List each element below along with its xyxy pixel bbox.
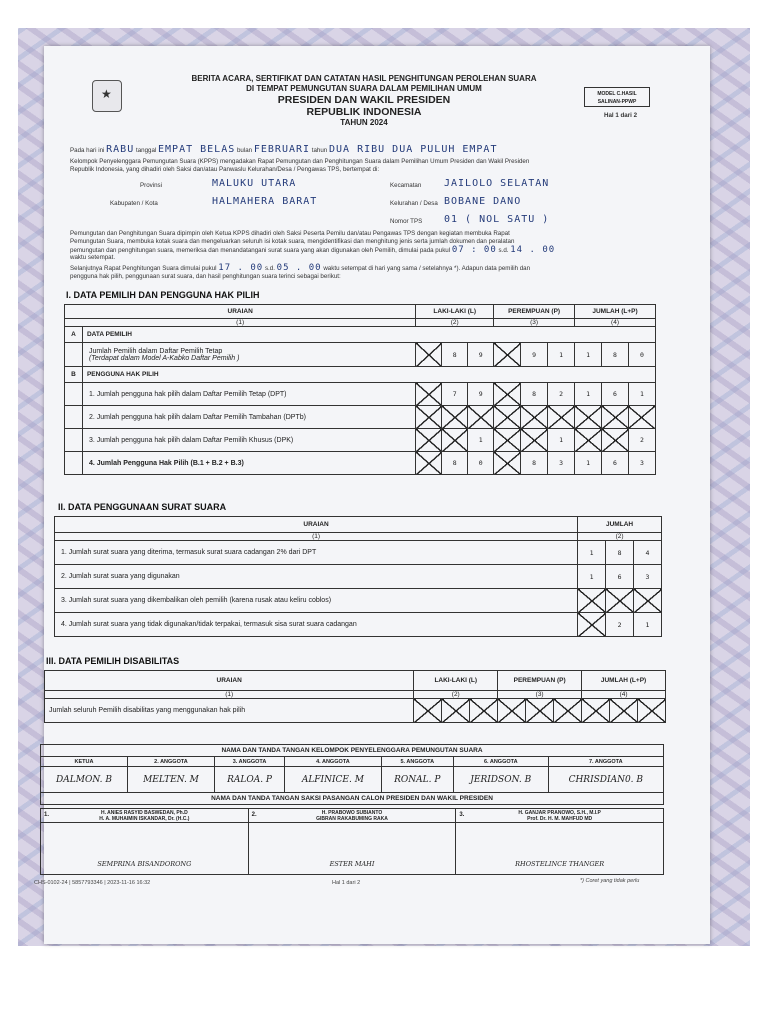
crossed-cell <box>494 406 521 429</box>
saksi-slot-2-header <box>248 809 456 823</box>
crossed-cell <box>602 429 629 452</box>
kelurahan-label: Kelurahan / Desa <box>390 200 438 207</box>
kpps-signature-table <box>40 744 664 805</box>
count-end-value: 05 . 00 <box>276 263 322 273</box>
s1-row-b4-blank <box>65 452 83 475</box>
intro-text-2: Republik Indonesia, yang dihadiri oleh Saksi dan/atau Panwaslu Kelurahan/Desa / Pengawas TPS, bertempat di: <box>70 166 380 173</box>
s1-row-a1 <box>65 343 656 367</box>
crossed-cell <box>442 429 468 452</box>
s1-row-a1-label-line2: (Terdapat dalam Model A-Kabko Daftar Pemilih ) <box>88 354 240 362</box>
digit-cell: 1 <box>575 383 602 406</box>
kpps-signature-name: MELTEN. M <box>128 767 215 793</box>
s3-header-uraian: URAIAN <box>45 671 414 691</box>
saksi-signature-name: ESTER MAHI <box>248 823 456 875</box>
s2-row-3-label: 3. Jumlah surat suara yang dikembalikan oleh pemilih (karena rusak atau keliru coblos) <box>55 589 578 613</box>
saksi-candidate-1: H. GANJAR PRANOWO, S.H., M.I.P <box>518 809 601 816</box>
section-2-title: II. DATA PENGGUNAAN SURAT SUARA <box>58 502 227 512</box>
crossed-cell <box>521 406 548 429</box>
section-3-title: III. DATA PEMILIH DISABILITAS <box>46 656 180 666</box>
digit-cell: 8 <box>521 452 548 475</box>
crossed-cell <box>610 699 638 723</box>
digit-cell: 7 <box>442 383 468 406</box>
saksi-candidate-2: Prof. Dr. H. M. MAHFUD MD <box>527 815 593 822</box>
form-paper <box>34 46 710 944</box>
saksi-slot-number: 2. <box>251 812 257 818</box>
kpps-signature-name: ALFINICE. M <box>285 767 381 793</box>
digit-cell: 8 <box>442 343 468 367</box>
s1-row-b2-label: 2. Jumlah pengguna hak pilih dalam Daftar Pemilih Tambahan (DPTb) <box>82 406 415 429</box>
sd-label-2: s.d. <box>264 265 275 272</box>
crossed-cell <box>416 429 442 452</box>
header-line-4: REPUBLIK INDONESIA <box>306 106 422 118</box>
paragraph-line-1: Pemungutan dan Penghitungan Suara dipimpin oleh Ketua KPPS dihadiri oleh Saksi Peserta Pemilu dan/atau Pengawas TPS dengan kegiatan membuka Rapat <box>70 230 510 237</box>
digit-cell: 3 <box>548 452 575 475</box>
saksi-candidate-2: GIBRAN RAKABUMING RAKA <box>316 815 388 822</box>
s3-header-jumlah: JUMLAH (L+P) <box>582 671 666 691</box>
crossed-cell <box>442 699 470 723</box>
intro-text-1: Kelompok Penyelenggara Pemungutan Suara (KPPS) mengadakan Rapat Pemungutan dan Penghitungan Suara dalam Pemilihan Umum Presiden dan Wakil Presiden <box>70 158 530 165</box>
kpps-signature-name: DALMON. B <box>41 767 128 793</box>
section-3-table <box>44 670 666 723</box>
header-line-1: BERITA ACARA, SERTIFIKAT DAN CATATAN HASIL PENGHITUNGAN PEROLEHAN SUARA <box>191 74 537 83</box>
saksi-title: NAMA DAN TANDA TANGAN SAKSI PASANGAN CALON PRESIDEN DAN WAKIL PRESIDEN <box>41 793 664 805</box>
s2-row-2 <box>55 565 662 589</box>
s2-row-2-label: 2. Jumlah surat suara yang digunakan <box>55 565 578 589</box>
digit-cell: 3 <box>634 565 662 589</box>
kpps-names-row <box>41 767 664 793</box>
paragraph-line-5 <box>70 264 690 273</box>
kpps-role: 3. ANGGOTA <box>214 757 284 767</box>
crossed-cell <box>575 429 602 452</box>
s2-header-jumlah: JUMLAH <box>578 517 662 533</box>
digit-cell: 0 <box>628 343 655 367</box>
crossed-cell <box>548 406 575 429</box>
s2-row-1-label: 1. Jumlah surat suara yang diterima, termasuk surat suara cadangan 2% dari DPT <box>55 541 578 565</box>
crossed-cell <box>582 699 610 723</box>
s1-row-b1-label: 1. Jumlah pengguna hak pilih dalam Daftar Pemilih Tetap (DPT) <box>82 383 415 406</box>
digit-cell: 1 <box>628 383 655 406</box>
s2-colnum-2: (2) <box>578 533 662 541</box>
kpps-role: 6. ANGGOTA <box>453 757 548 767</box>
crossed-cell <box>494 429 521 452</box>
s1-colnum-3: (3) <box>494 319 575 327</box>
s2-row-3 <box>55 589 662 613</box>
tanggal-value: EMPAT BELAS <box>158 144 236 155</box>
paragraph-line-3 <box>70 246 690 255</box>
digit-cell: 1 <box>575 343 602 367</box>
kpps-signature-name: RALOA. P <box>214 767 284 793</box>
count-start-value: 17 . 00 <box>218 263 264 273</box>
page-indicator: Hal 1 dari 2 <box>604 112 638 119</box>
crossed-cell <box>414 699 442 723</box>
s1-colnum-1: (1) <box>65 319 416 327</box>
kpps-roles-row <box>41 757 664 767</box>
s1-colnum-2: (2) <box>416 319 494 327</box>
s1-row-b3-label: 3. Jumlah pengguna hak pilih dalam Daftar Pemilih Khusus (DPK) <box>82 429 415 452</box>
crossed-cell <box>521 429 548 452</box>
crossed-cell <box>554 699 582 723</box>
crossed-cell <box>494 343 521 367</box>
s2-row-4 <box>55 613 662 637</box>
footer-note: *) Coret yang tidak perlu <box>580 878 640 884</box>
kpps-role: 7. ANGGOTA <box>548 757 663 767</box>
paragraph-line-3-text: pemungutan dan penghitungan suara, memeriksa dan menandatangani surat suara yang akan digunakan oleh Pemilih, dimulai pada pukul <box>70 247 451 254</box>
section-1-title: I. DATA PEMILIH DAN PENGGUNA HAK PILIH <box>66 290 260 300</box>
digit-cell: 1 <box>548 429 575 452</box>
crossed-cell <box>416 343 442 367</box>
s3-colnum-4: (4) <box>582 691 666 699</box>
kpps-title: NAMA DAN TANDA TANGAN KELOMPOK PENYELENGGARA PEMUNGUTAN SUARA <box>41 745 664 757</box>
s3-header-laki: LAKI-LAKI (L) <box>414 671 498 691</box>
crossed-cell <box>578 589 606 613</box>
digit-cell: 4 <box>634 541 662 565</box>
s1-section-a-label: A <box>65 327 83 343</box>
kpps-role: 4. ANGGOTA <box>285 757 381 767</box>
pada-hari-label: Pada hari ini <box>70 147 105 154</box>
crossed-cell <box>628 406 655 429</box>
crossed-cell <box>602 406 629 429</box>
s3-row-1-label: Jumlah seluruh Pemilih disabilitas yang menggunakan hak pilih <box>45 699 414 723</box>
digit-cell: 9 <box>521 343 548 367</box>
s1-row-b2-blank <box>65 406 83 429</box>
saksi-candidate-1: H. ANIES RASYID BASWEDAN, Ph.D <box>100 809 188 816</box>
crossed-cell <box>442 406 468 429</box>
footer-page: Hal 1 dari 2 <box>332 880 361 886</box>
header-line-2: DI TEMPAT PEMUNGUTAN SUARA DALAM PEMILIHAN UMUM <box>246 84 482 93</box>
digit-cell: 8 <box>442 452 468 475</box>
section-1-table <box>64 304 656 475</box>
kpps-role: 2. ANGGOTA <box>128 757 215 767</box>
crossed-cell <box>606 589 634 613</box>
digit-cell: 8 <box>521 383 548 406</box>
kabupaten-value: HALMAHERA BARAT <box>212 196 318 207</box>
crossed-cell <box>498 699 526 723</box>
provinsi-label: Provinsi <box>140 182 163 189</box>
digit-cell: 1 <box>548 343 575 367</box>
s2-row-4-label: 4. Jumlah surat suara yang tidak digunakan/tidak terpakai, termasuk sisa surat suara cadangan <box>55 613 578 637</box>
kpps-role: 5. ANGGOTA <box>381 757 453 767</box>
crossed-cell <box>416 406 442 429</box>
crossed-cell <box>468 406 494 429</box>
provinsi-value: MALUKU UTARA <box>212 178 297 189</box>
digit-cell: 9 <box>468 343 494 367</box>
digit-cell: 2 <box>628 429 655 452</box>
digit-cell: 2 <box>606 613 634 637</box>
saksi-slot-1-header <box>41 809 249 823</box>
end-time-value: 14 . 00 <box>510 245 556 255</box>
s1-section-b-title: PENGGUNA HAK PILIH <box>82 367 655 383</box>
crossed-cell <box>575 406 602 429</box>
bulan-value: FEBRUARI <box>253 144 311 155</box>
s3-colnum-2: (2) <box>414 691 498 699</box>
bulan-label: bulan <box>236 147 253 154</box>
s1-section-b-label: B <box>65 367 83 383</box>
tps-label: Nomor TPS <box>390 218 423 225</box>
s1-row-b2 <box>65 406 656 429</box>
s3-header-perempuan: PEREMPUAN (P) <box>498 671 582 691</box>
saksi-slot-3-header <box>456 809 664 823</box>
paragraph-line-6: pengguna hak pilih, penggunaan surat suara, dan hasil penghitungan suara terinci sebagai berikut: <box>70 273 341 280</box>
s1-header-jumlah: JUMLAH (L+P) <box>575 305 656 319</box>
kelurahan-value: BOBANE DANO <box>444 196 522 207</box>
crossed-cell <box>494 452 521 475</box>
tahun-label: tahun <box>311 147 328 154</box>
kecamatan-label: Kecamatan <box>390 182 422 189</box>
s2-colnum-1: (1) <box>55 533 578 541</box>
saksi-signature-table <box>40 808 664 875</box>
digit-cell: 1 <box>634 613 662 637</box>
digit-cell: 6 <box>606 565 634 589</box>
s1-header-perempuan: PEREMPUAN (P) <box>494 305 575 319</box>
tahun-value: DUA RIBU DUA PULUH EMPAT <box>328 144 498 155</box>
saksi-signature-name: SEMPRINA BISANDORONG <box>41 823 249 875</box>
tps-value: 01 ( NOL SATU ) <box>444 214 550 225</box>
digit-cell: 1 <box>578 565 606 589</box>
paragraph-line-5-tail: waktu setempat di hari yang sama / setelahnya *). Adapun data pemilih dan <box>323 265 531 272</box>
model-badge: MODEL C.HASIL SALINAN-PPWP <box>584 87 650 107</box>
s2-row-1 <box>55 541 662 565</box>
s1-header-uraian: URAIAN <box>65 305 416 319</box>
digit-cell: 8 <box>602 343 629 367</box>
digit-cell: 9 <box>468 383 494 406</box>
saksi-slot-number: 3. <box>459 812 465 818</box>
s1-row-a1-label-line1: Jumlah Pemilih dalam Daftar Pemilih Tetap <box>88 347 223 355</box>
s1-row-b4-label: 4. Jumlah Pengguna Hak Pilih (B.1 + B.2 + B.3) <box>82 452 415 475</box>
header-line-5: TAHUN 2024 <box>340 118 388 127</box>
digit-cell: 3 <box>628 452 655 475</box>
crossed-cell <box>638 699 666 723</box>
paragraph-line-5-text: Selanjutnya Rapat Penghitungan Suara dimulai pukul <box>70 265 217 272</box>
kpps-signature-name: RONAL. P <box>381 767 453 793</box>
crossed-cell <box>526 699 554 723</box>
footer-code: CHS-0102-24 | 5857793346 | 2023-11-16 16:32 <box>34 880 151 886</box>
crossed-cell <box>494 383 521 406</box>
s1-row-b1-blank <box>65 383 83 406</box>
digit-cell: 2 <box>548 383 575 406</box>
sd-label-1: s.d. <box>498 247 509 254</box>
kpu-logo-icon <box>92 80 122 112</box>
digit-cell: 1 <box>575 452 602 475</box>
kpps-role: KETUA <box>41 757 128 767</box>
s1-row-a1-label <box>82 343 415 367</box>
s2-header-uraian: URAIAN <box>55 517 578 533</box>
digit-cell: 1 <box>468 429 494 452</box>
crossed-cell <box>470 699 498 723</box>
section-2-table <box>54 516 662 637</box>
kecamatan-value: JAILOLO SELATAN <box>444 178 550 189</box>
s3-row-1 <box>45 699 666 723</box>
digit-cell: 0 <box>468 452 494 475</box>
crossed-cell <box>578 613 606 637</box>
s1-colnum-4: (4) <box>575 319 656 327</box>
digit-cell: 6 <box>602 452 629 475</box>
crossed-cell <box>416 452 442 475</box>
kabupaten-label: Kabupaten / Kota <box>110 200 158 207</box>
s1-section-a-title: DATA PEMILIH <box>82 327 655 343</box>
tanggal-label: tanggal <box>135 147 157 154</box>
paragraph-line-4: waktu setempat. <box>70 254 116 261</box>
s1-header-laki: LAKI-LAKI (L) <box>416 305 494 319</box>
s3-colnum-1: (1) <box>45 691 414 699</box>
saksi-candidate-2: H. A. MUHAIMIN ISKANDAR, Dr. (H.C.) <box>99 815 190 822</box>
s3-colnum-3: (3) <box>498 691 582 699</box>
saksi-slot-number: 1. <box>44 812 50 818</box>
s1-row-b3-blank <box>65 429 83 452</box>
hari-value: RABU <box>106 144 135 155</box>
start-time-value: 07 : 00 <box>451 245 497 255</box>
crossed-cell <box>634 589 662 613</box>
s1-row-b3 <box>65 429 656 452</box>
paragraph-line-2: Pemungutan Suara, membuka kotak suara dan mengeluarkan seluruh isi kotak suara, mengidentifikasi dan menghitung jenis serta jumlah dokumen dan peralatan <box>70 238 515 245</box>
digit-cell: 1 <box>578 541 606 565</box>
saksi-candidate-row <box>41 809 664 823</box>
kpps-signature-name: JERIDSON. B <box>453 767 548 793</box>
s1-row-b1 <box>65 383 656 406</box>
header-line-3: PRESIDEN DAN WAKIL PRESIDEN <box>277 94 451 106</box>
crossed-cell <box>416 383 442 406</box>
saksi-signature-name: RHOSTELINCE THANGER <box>456 823 664 875</box>
s1-row-b4 <box>65 452 656 475</box>
digit-cell: 6 <box>602 383 629 406</box>
saksi-names-row <box>41 823 664 875</box>
s1-row-a1-blank <box>65 343 83 367</box>
digit-cell: 8 <box>606 541 634 565</box>
form-header <box>134 74 594 128</box>
intro-line <box>70 146 690 155</box>
saksi-candidate-1: H. PRABOWO SUBIANTO <box>321 809 383 816</box>
kpps-signature-name: CHRISDIAN0. B <box>548 767 663 793</box>
